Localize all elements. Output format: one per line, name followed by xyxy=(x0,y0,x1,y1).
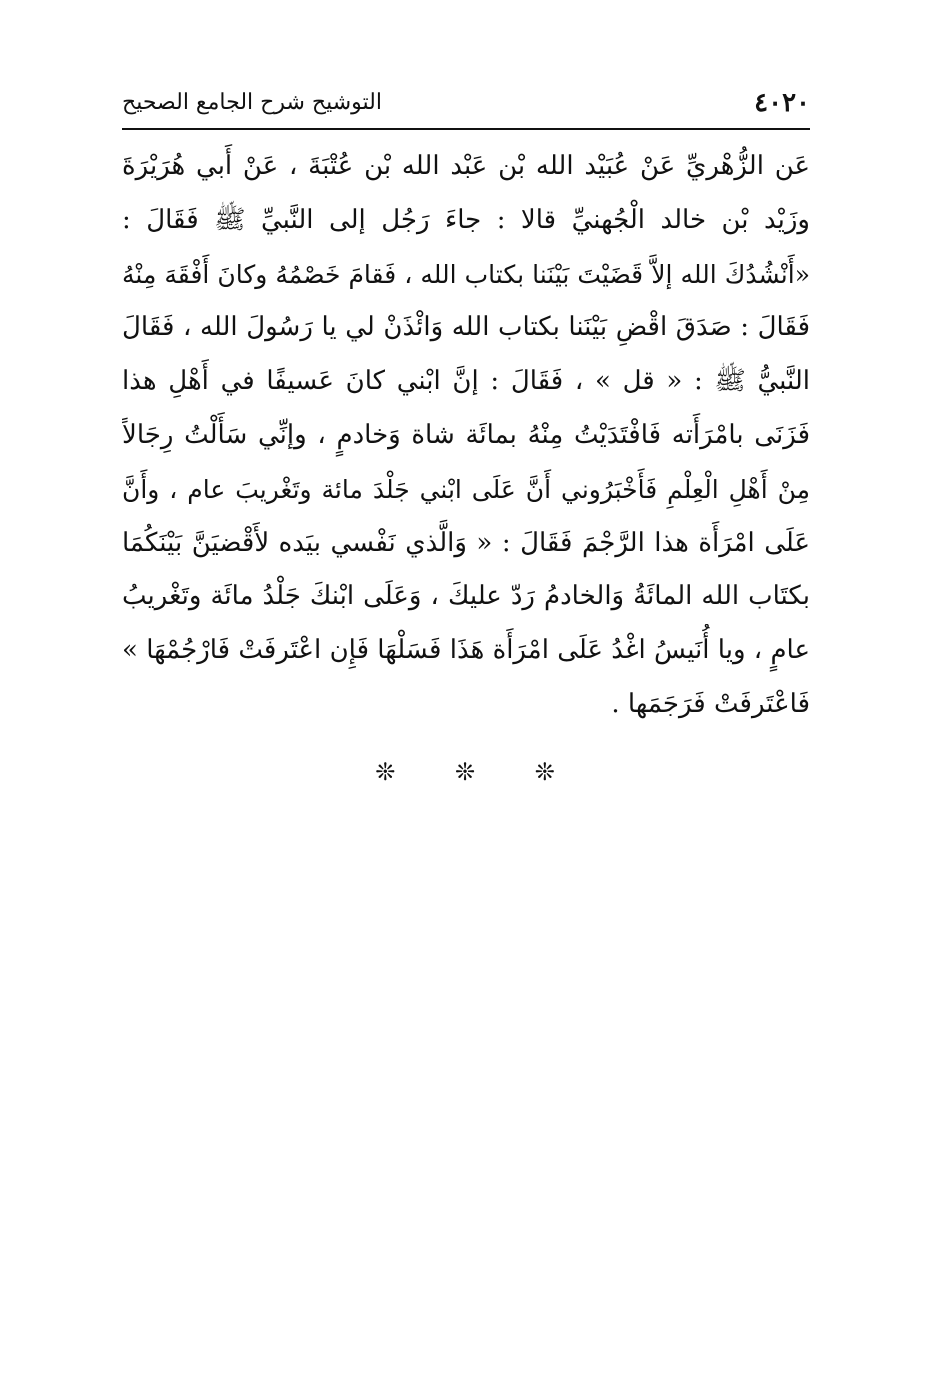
text-line: فَاعْتَرفَتْ فَرَجَمَها . xyxy=(611,688,810,719)
page-number: ٤٠٢٠ xyxy=(754,88,810,118)
section-separator xyxy=(0,758,930,786)
header-rule xyxy=(122,128,810,130)
text-line: «أَنْشُدُكَ الله إلاَّ قَضَيْتَ بَيْنَنا بكتاب الله ، فَقامَ خَصْمُهُ وكانَ أَفْقَهَ مِنْهُ xyxy=(122,259,810,289)
asterism-star: ❊ xyxy=(534,758,555,786)
running-title: التوشيح شرح الجامع الصحيح xyxy=(122,90,382,115)
page-header xyxy=(122,84,810,128)
text-line: عَن الزُّهْريِّ عَنْ عُبَيْد الله بْن عَبْد الله بْن عُتْبَةَ ، عَنْ أَبي هُرَيْرَةَ xyxy=(122,151,810,181)
asterism-star: ❊ xyxy=(454,758,476,786)
text-line: مِنْ أَهْلِ الْعِلْمِ فَأَخْبَرُوني أَنَّ عَلَى ابْني جَلْدَ مائة وتَغْريبَ عام ، وأَنَّ xyxy=(122,474,810,504)
text-line: عامٍ ، ويا أُنَيسُ اغْدُ عَلَى امْرَأَة هَذَا فَسَلْهَا فَإِن اعْتَرفَتْ فَارْجُمْهَا » xyxy=(122,635,810,666)
text-line: فَقَالَ : صَدَقَ اقْضِ بَيْنَنا بكتاب الله وَائْذَنْ لي يا رَسُولَ الله ، فَقَالَ xyxy=(122,312,810,343)
text-line: وزَيْد بْن خالد الْجُهنيِّ قالا : جاءَ رَجُل إلى النَّبيِّ ﷺ فَقَالَ : xyxy=(122,204,810,235)
text-line: بكتَاب الله المائَةُ وَالخادمُ رَدّ عليكَ ، وَعَلَى ابْنكَ جَلْدُ مائَة وتَغْريبُ xyxy=(122,581,810,612)
main-text xyxy=(122,140,810,732)
asterism-star: ❊ xyxy=(375,758,396,786)
text-line: عَلَى امْرَأَة هذا الرَّجْمَ فَقَالَ : « وَالَّذي نَفْسي بيَده لأَقْضيَنَّ بَيْنَكُمَا xyxy=(122,527,810,558)
text-line: النَّبيُّ ﷺ : « قل » ، فَقَالَ : إنَّ ابْني كانَ عَسيفًا في أَهْلِ هذا xyxy=(122,366,810,397)
text-line: فَزَنَى بامْرَأَته فَافْتَدَيْتُ مِنْهُ بمائَة شاة وَخادمٍ ، وإنِّي سَأَلْتُ رِجَالاً xyxy=(122,419,810,450)
